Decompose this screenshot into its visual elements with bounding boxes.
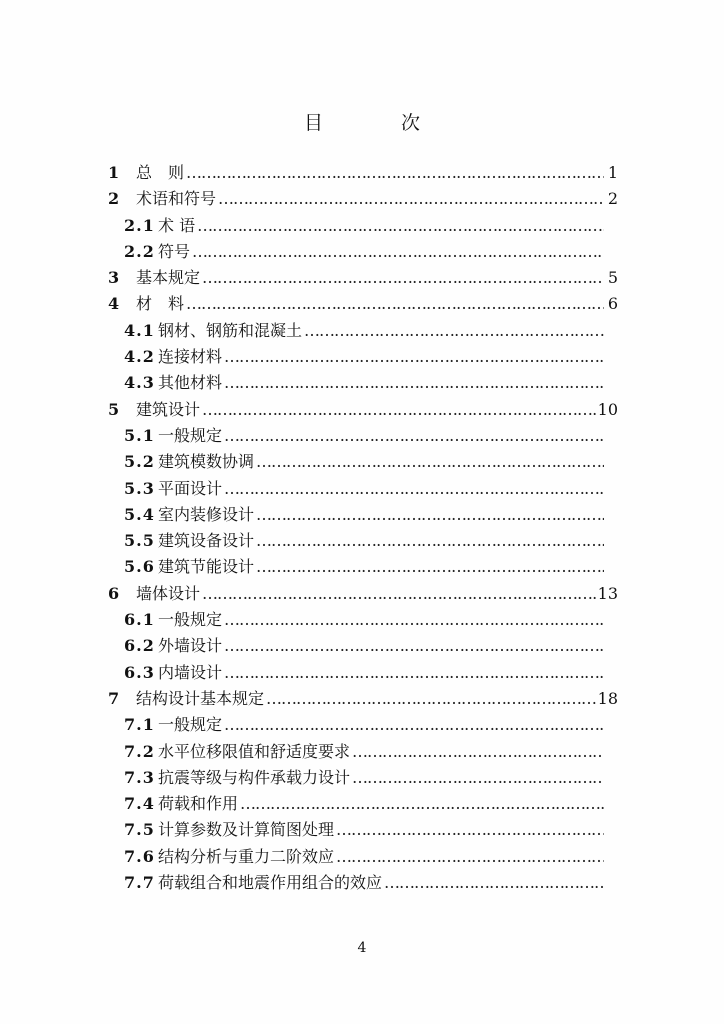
toc-section-row [108,739,618,765]
toc-number: 7 [108,688,120,708]
toc-section-row [108,239,618,265]
toc-page-number: 5 [607,268,618,288]
dot-leader [240,791,604,817]
dot-leader [304,318,604,344]
dot-leader [256,449,604,475]
toc-number: 7.4 [124,794,155,814]
toc-section-row [108,423,618,449]
toc-label: 结构分析与重力二阶效应 [158,846,335,866]
toc-number: 2.2 [124,241,155,261]
toc-section-row [108,476,618,502]
toc-label: 外墙设计 [158,636,223,656]
toc-label: 建筑节能设计 [158,557,255,577]
toc-section-row [108,502,618,528]
toc-number: 5.3 [124,478,155,498]
dot-leader [256,528,604,554]
toc-number: 1 [108,163,120,182]
toc-number: 6 [108,583,120,603]
toc-label: 计算参数及计算简图处理 [158,820,335,840]
toc-section-row [108,213,618,239]
toc-section-row [108,765,618,791]
toc-page-number: 1 [607,163,618,182]
toc-section-row [108,449,618,475]
toc-section-row [108,660,618,686]
toc-number: 3 [108,268,120,288]
toc-page-number: 2 [607,189,618,209]
toc-label: 荷载组合和地震作用组合的效应 [158,873,383,893]
toc-number: 6.2 [124,636,155,656]
toc-number: 7.7 [124,873,155,893]
toc-page-number: 13 [597,583,618,603]
toc-label: 结构设计基本规定 [136,688,265,708]
toc-label: 水平位移限值和舒适度要求 [158,741,351,761]
toc-section-row [108,870,618,896]
toc-number: 6.3 [124,662,155,682]
toc-label: 一般规定 [158,610,223,630]
toc-label: 钢材、钢筋和混凝土 [158,320,303,340]
dot-leader [202,265,604,291]
dot-leader [256,502,604,528]
toc-number: 5.1 [124,425,155,445]
toc-chapter-row [108,160,618,186]
toc-chapter-row [108,581,618,607]
toc-chapter-row [108,291,618,317]
toc-number: 5.2 [124,452,155,472]
toc-section-row [108,344,618,370]
dot-leader [186,291,604,317]
toc-chapter-row [108,686,618,712]
dot-leader [384,870,604,896]
toc-title: 目 次 [303,112,457,134]
toc-label: 一般规定 [158,425,223,445]
toc-label: 建筑设计 [136,399,201,419]
toc-section-row [108,817,618,843]
toc-chapter-row [108,265,618,291]
dot-leader [256,554,604,580]
toc-number: 4.2 [124,347,155,367]
toc-section-row [108,607,618,633]
toc-number: 4.3 [124,373,155,393]
dot-leader [352,739,604,765]
toc-label: 抗震等级与构件承载力设计 [158,767,351,787]
toc-number: 5.4 [124,504,155,524]
dot-leader [336,844,604,870]
dot-leader [218,186,604,212]
dot-leader [202,397,596,423]
dot-leader [266,686,596,712]
toc-label: 建筑设备设计 [158,531,255,551]
page-number: 4 [357,940,367,956]
toc-page-number: 18 [597,688,618,708]
dot-leader [336,817,604,843]
toc-label: 建筑模数协调 [158,452,255,472]
toc-label: 内墙设计 [158,662,223,682]
toc-number: 7.3 [124,767,155,787]
toc-section-row [108,528,618,554]
toc-chapter-row [108,397,618,423]
toc-page-number: 6 [607,294,618,314]
toc-label: 基本规定 [136,268,201,288]
toc-section-row [108,791,618,817]
toc-section-row [108,318,618,344]
dot-leader [202,581,596,607]
toc-label: 总 则 [136,163,185,182]
toc-section-row [108,844,618,870]
toc-section-row [108,554,618,580]
dot-leader [186,160,604,186]
toc-number: 5 [108,399,120,419]
toc-label: 荷载和作用 [158,794,239,814]
toc-number: 7.1 [124,715,155,735]
toc-number: 4.1 [124,320,155,340]
toc-number: 5.5 [124,531,155,551]
dot-leader [224,712,604,738]
dot-leader [352,765,604,791]
table-of-contents [108,160,618,896]
toc-number: 6.1 [124,610,155,630]
toc-number: 7.6 [124,846,155,866]
toc-label: 符号 [158,241,191,261]
toc-label: 一般规定 [158,715,223,735]
toc-label: 其他材料 [158,373,223,393]
toc-label: 墙体设计 [136,583,201,603]
toc-label: 连接材料 [158,347,223,367]
dot-leader [197,213,604,239]
toc-page-number: 10 [597,399,618,419]
dot-leader [224,370,604,396]
toc-number: 2.1 [124,215,155,235]
dot-leader [224,633,604,659]
dot-leader [224,607,604,633]
toc-number: 5.6 [124,557,155,577]
toc-section-row [108,370,618,396]
toc-number: 2 [108,189,120,209]
toc-label: 术 语 [158,215,196,235]
toc-section-row [108,712,618,738]
dot-leader [224,344,604,370]
toc-chapter-row [108,186,618,212]
toc-label: 材 料 [136,294,185,314]
toc-number: 7.2 [124,741,155,761]
toc-label: 术语和符号 [136,189,217,209]
dot-leader [224,423,604,449]
toc-section-row [108,633,618,659]
toc-number: 4 [108,294,120,314]
dot-leader [224,476,604,502]
toc-number: 7.5 [124,820,155,840]
toc-label: 平面设计 [158,478,223,498]
toc-label: 室内装修设计 [158,504,255,524]
dot-leader [224,660,604,686]
dot-leader [192,239,604,265]
